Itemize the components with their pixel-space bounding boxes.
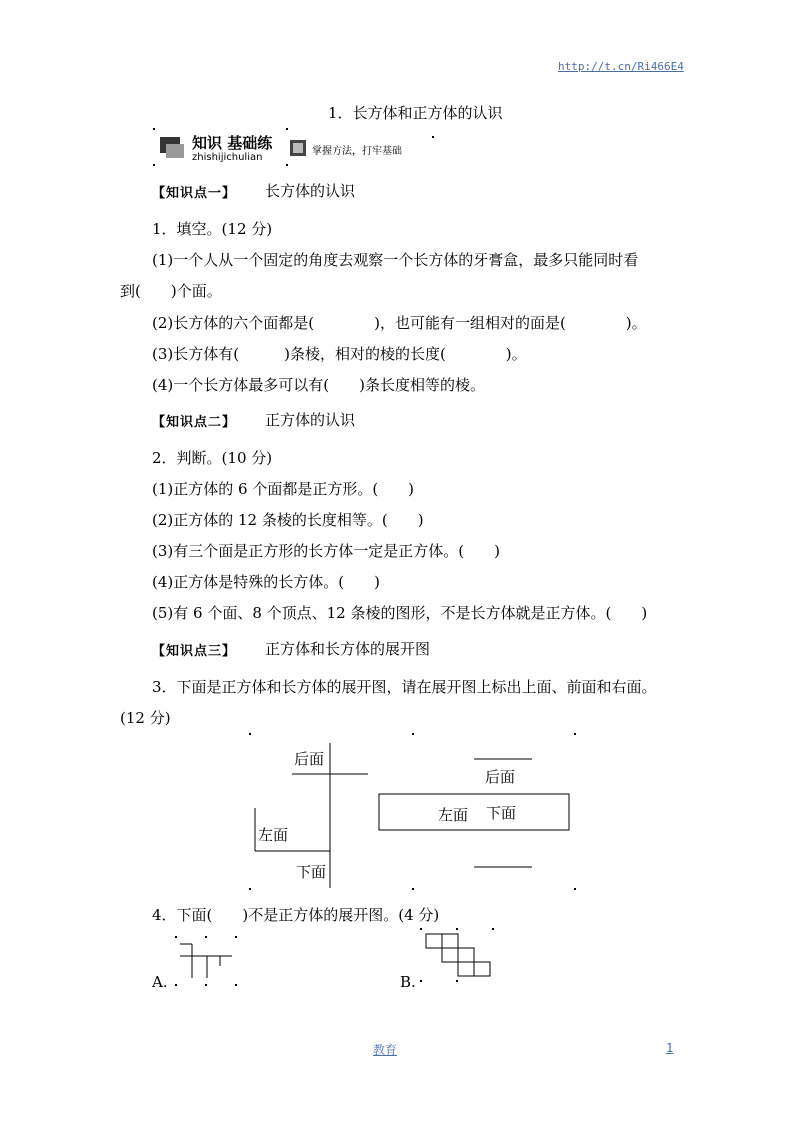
option-b-net: [418, 924, 498, 986]
question-3-heading-cont: (12 分): [120, 709, 171, 727]
fig1-back-label: 后面: [294, 750, 325, 768]
option-b-label: B.: [400, 973, 416, 991]
knowledge-point-1-bracket: 【知识点一】: [152, 186, 237, 201]
banner-slogan: 掌握方法，打牢基础: [312, 146, 402, 157]
net-diagrams: [240, 728, 590, 893]
knowledge-point-3-bracket: 【知识点三】: [152, 644, 237, 659]
question-1-heading: 1．填空。(12 分): [152, 220, 273, 238]
page-title: 1．长方体和正方体的认识: [328, 104, 503, 122]
question-2-item-3: (3)有三个面是正方形的长方体一定是正方体。( ): [152, 542, 500, 560]
question-2-item-1: (1)正方体的 6 个面都是正方形。( ): [152, 480, 415, 498]
question-1-item-3: (3)长方体有( )条棱，相对的棱的长度( )。: [152, 345, 527, 363]
question-2-heading: 2．判断。(10 分): [152, 449, 273, 467]
fig2-left-label: 左面: [438, 806, 469, 824]
knowledge-point-2-label: 正方体的认识: [265, 411, 356, 429]
section-banner: [152, 128, 437, 168]
option-a-net: [172, 934, 242, 990]
question-1-item-4: (4)一个长方体最多可以有( )条长度相等的棱。: [152, 376, 485, 394]
knowledge-point-2-bracket: 【知识点二】: [152, 415, 237, 430]
fig1-left-label: 左面: [258, 826, 289, 844]
banner-pinyin: zhishijichulian: [192, 152, 263, 163]
question-3-figures: [240, 728, 590, 893]
fig1-bottom-label: 下面: [296, 863, 327, 881]
fig2-back-label: 后面: [485, 768, 516, 786]
fig2-bottom-label: 下面: [486, 804, 517, 822]
header-link[interactable]: http://t.cn/Ri466E4: [558, 60, 684, 73]
banner-heading: 知识 基础练: [192, 134, 273, 152]
option-a-label: A.: [152, 973, 168, 991]
knowledge-point-1-label: 长方体的认识: [265, 182, 356, 200]
question-4-heading: 4．下面( )不是正方体的展开图。(4 分): [152, 906, 440, 924]
footer-link[interactable]: 教育: [373, 1043, 398, 1057]
question-2-item-5: (5)有 6 个面、8 个顶点、12 条棱的图形，不是长方体就是正方体。( ): [152, 604, 648, 622]
question-1-item-2: (2)长方体的六个面都是( )，也可能有一组相对的面是( )。: [152, 314, 647, 332]
question-1-item-1: (1)一个人从一个固定的角度去观察一个长方体的牙膏盒，最多只能同时看: [152, 251, 639, 269]
question-3-heading: 3．下面是正方体和长方体的展开图，请在展开图上标出上面、前面和右面。: [152, 678, 657, 696]
question-2-item-2: (2)正方体的 12 条棱的长度相等。( ): [152, 511, 424, 529]
question-2-item-4: (4)正方体是特殊的长方体。( ): [152, 573, 380, 591]
question-1-item-1-cont: 到( )个面。: [120, 282, 222, 300]
knowledge-point-3-label: 正方体和长方体的展开图: [265, 640, 431, 658]
page-number: 1: [666, 1041, 674, 1055]
